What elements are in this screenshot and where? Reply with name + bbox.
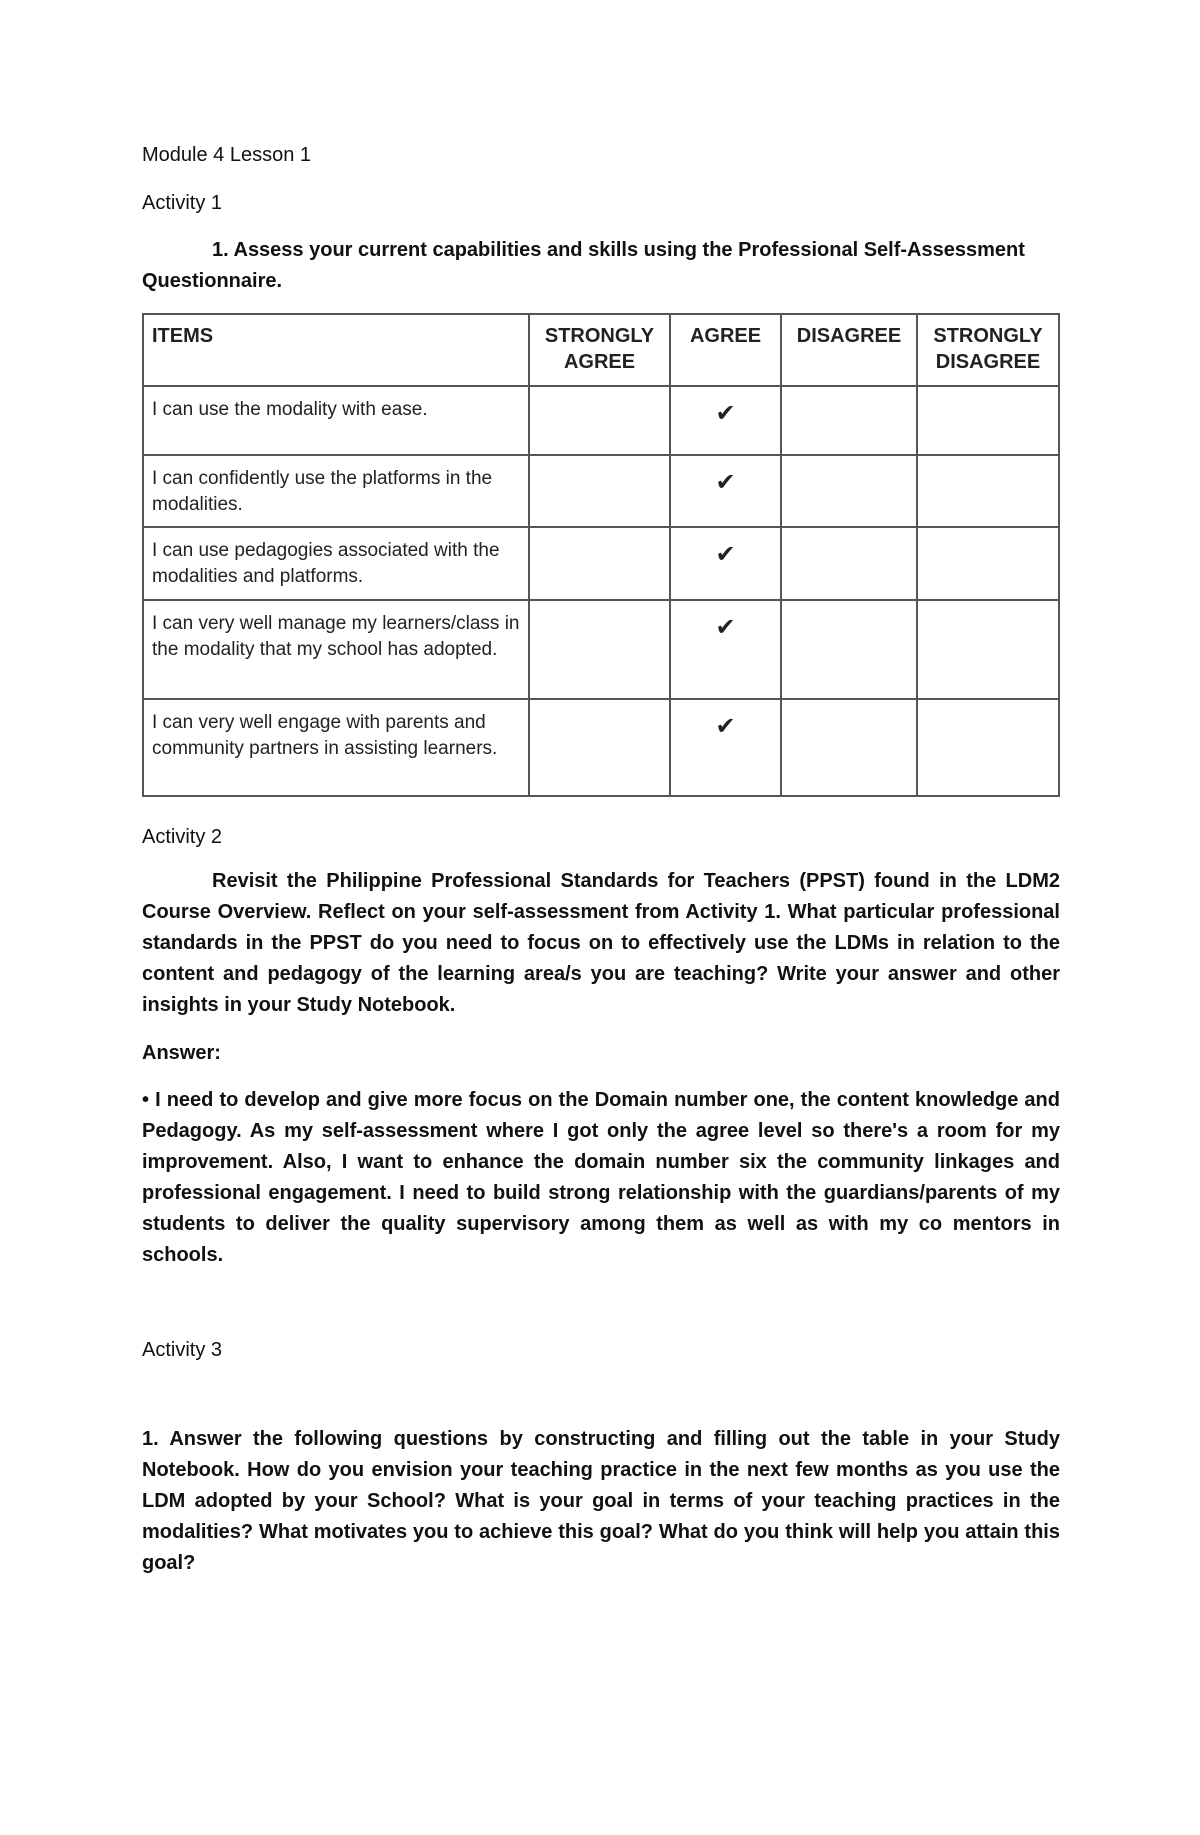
header-disagree: DISAGREE (781, 314, 917, 386)
strongly-disagree-cell (917, 699, 1059, 796)
activity1-instruction-line2: Questionnaire. (142, 270, 283, 292)
disagree-cell (781, 600, 917, 699)
strongly-disagree-cell (917, 527, 1059, 600)
item-text: I can use pedagogies associated with the modalities and platforms. (143, 527, 529, 600)
item-text: I can confidently use the platforms in the modalities. (143, 455, 529, 527)
disagree-cell (781, 455, 917, 527)
self-assessment-table (142, 313, 1060, 797)
checkmark-icon: ✔ (670, 699, 781, 796)
strongly-agree-cell (529, 600, 670, 699)
checkmark-icon: ✔ (670, 600, 781, 699)
header-strongly-agree: STRONGLY AGREE (529, 314, 670, 386)
answer-label: Answer: (142, 1042, 221, 1064)
module-lesson-heading: Module 4 Lesson 1 (142, 144, 312, 166)
disagree-cell (781, 527, 917, 600)
answer-paragraph (142, 1085, 1060, 1271)
header-strongly-disagree: STRONGLY DISAGREE (917, 314, 1059, 386)
strongly-agree-cell (529, 386, 670, 455)
item-text: I can very well engage with parents and community partners in assisting learners. (143, 699, 529, 796)
activity1-title: Activity 1 (142, 192, 223, 214)
checkmark-icon: ✔ (670, 455, 781, 527)
checkmark-icon: ✔ (670, 527, 781, 600)
strongly-agree-cell (529, 455, 670, 527)
bullet-icon: • (142, 1089, 150, 1111)
activity2-prompt: Revisit the Philippine Professional Standards for Teachers (PPST) found in the LDM2 Course Overview. Reflect on your self-assessment from Activity 1. What particular professional standards in the PPST do you need to focus on to effectively use the LDMs in relation to the content and pedagogy of the learning area/s you are teaching? Write your answer and other insights in your Study Notebook. (142, 870, 1060, 1016)
activity3-prompt: 1. Answer the following questions by constructing and filling out the table in your Study Notebook. How do you envision your teaching practice in the next few months as you use the LDM adopted by your School? What is your goal in terms of your teaching practices in the modalities? What motivates you to achieve this goal? What do you think will help you attain this goal? (142, 1428, 1060, 1574)
table-row (143, 386, 1059, 455)
table-row (143, 699, 1059, 796)
disagree-cell (781, 386, 917, 455)
header-agree: AGREE (670, 314, 781, 386)
item-text: I can very well manage my learners/class in the modality that my school has adopted. (143, 600, 529, 699)
table-row (143, 600, 1059, 699)
activity3-title: Activity 3 (142, 1339, 223, 1361)
strongly-agree-cell (529, 699, 670, 796)
strongly-disagree-cell (917, 600, 1059, 699)
strongly-disagree-cell (917, 386, 1059, 455)
answer-text: I need to develop and give more focus on the Domain number one, the content knowledge and Pedagogy. As my self-assessment where I got only the agree level so there's a room for my improvement. Also, I want to enhance the domain number six the community linkages and professional engagement. I need to build strong relationship with the guardians/parents of my students to deliver the quality supervisory among them as well as with my co mentors in schools. (142, 1089, 1060, 1266)
strongly-disagree-cell (917, 455, 1059, 527)
table-row (143, 455, 1059, 527)
activity2-title: Activity 2 (142, 826, 223, 848)
item-text: I can use the modality with ease. (143, 386, 529, 455)
strongly-agree-cell (529, 527, 670, 600)
table-header-row (143, 314, 1059, 386)
activity1-instruction-line1: 1. Assess your current capabilities and skills using the Professional Self-Assessment (212, 239, 1025, 261)
checkmark-icon: ✔ (670, 386, 781, 455)
table-row (143, 527, 1059, 600)
header-items: ITEMS (143, 314, 529, 386)
disagree-cell (781, 699, 917, 796)
